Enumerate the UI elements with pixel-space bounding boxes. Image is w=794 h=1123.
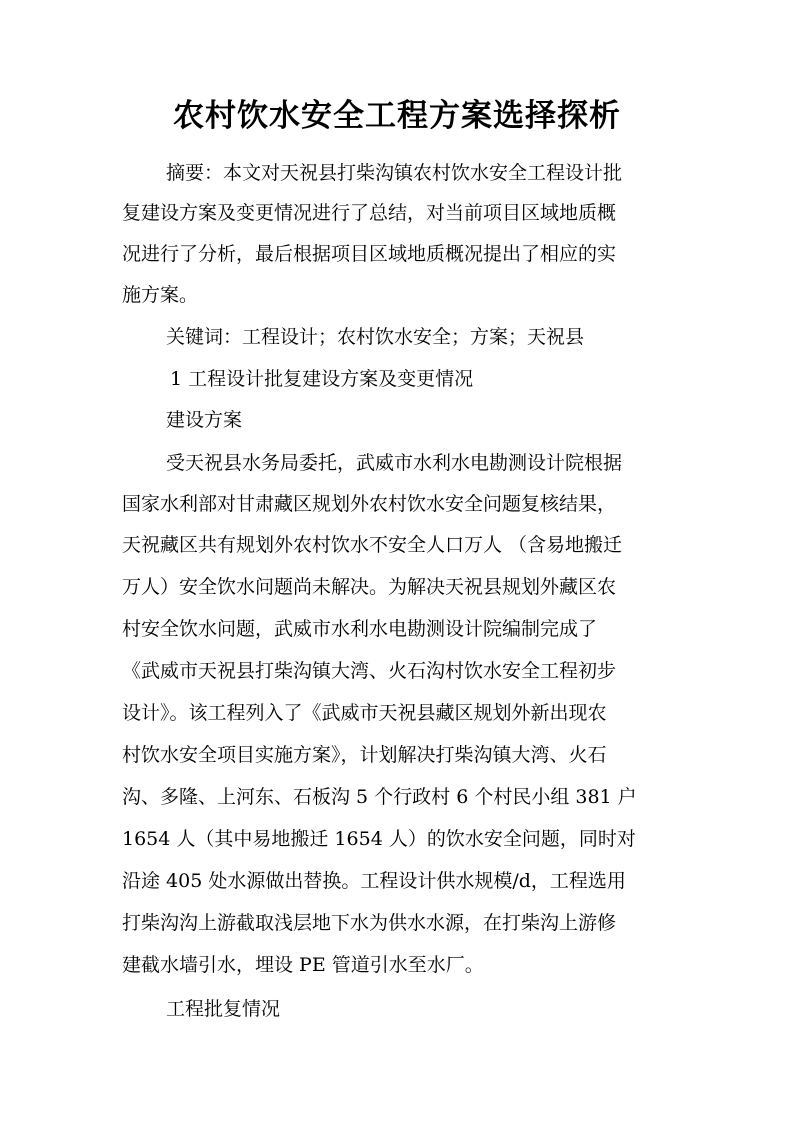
body-line: 1654 人（其中易地搬迁 1654 人）的饮水安全问题，同时对 [122, 828, 636, 850]
body-line: 沿途 405 处水源做出替换。工程设计供水规模/d，工程选用 [122, 870, 626, 892]
section-heading: 1 工程设计批复建设方案及变更情况 [170, 368, 474, 390]
abstract-line: 况进行了分析，最后根据项目区域地质概况提出了相应的实 [122, 243, 617, 265]
body-line: 国家水利部对甘肃藏区规划外农村饮水安全问题复核结果， [122, 493, 617, 515]
keywords-line: 关键词：工程设计；农村饮水安全；方案；天祝县 [166, 326, 585, 348]
body-line: 沟、多隆、上河东、石板沟 5 个行政村 6 个村民小组 381 户 [122, 786, 637, 808]
body-line: 村饮水安全项目实施方案》，计划解决打柴沟镇大湾、火石 [122, 744, 607, 766]
abstract-line: 施方案。 [122, 284, 199, 306]
document-title: 农村饮水安全工程方案选择探析 [173, 98, 621, 134]
subsection-heading: 工程批复情况 [166, 998, 281, 1020]
abstract-line: 摘要：本文对天祝县打柴沟镇农村饮水安全工程设计批 [166, 162, 623, 184]
body-line: 受天祝县水务局委托，武威市水利水电勘测设计院根据 [166, 452, 623, 474]
body-line: 打柴沟沟上游截取浅层地下水为供水水源，在打柴沟上游修 [122, 912, 617, 934]
body-line: 建截水墙引水，埋设 PE 管道引水至水厂。 [122, 954, 484, 976]
body-line: 天祝藏区共有规划外农村饮水不安全人口万人 （含易地搬迁 [122, 534, 623, 556]
abstract-line: 复建设方案及变更情况进行了总结，对当前项目区域地质概 [122, 202, 617, 224]
body-line: 万人）安全饮水问题尚未解决。为解决天祝县规划外藏区农 [122, 576, 617, 598]
body-line: 《武威市天祝县打柴沟镇大湾、火石沟村饮水安全工程初步 [122, 660, 617, 682]
subsection-heading: 建设方案 [166, 409, 243, 431]
body-line: 村安全饮水问题，武威市水利水电勘测设计院编制完成了 [122, 618, 598, 640]
body-line: 设计》。该工程列入了《武威市天祝县藏区规划外新出现农 [122, 702, 607, 724]
